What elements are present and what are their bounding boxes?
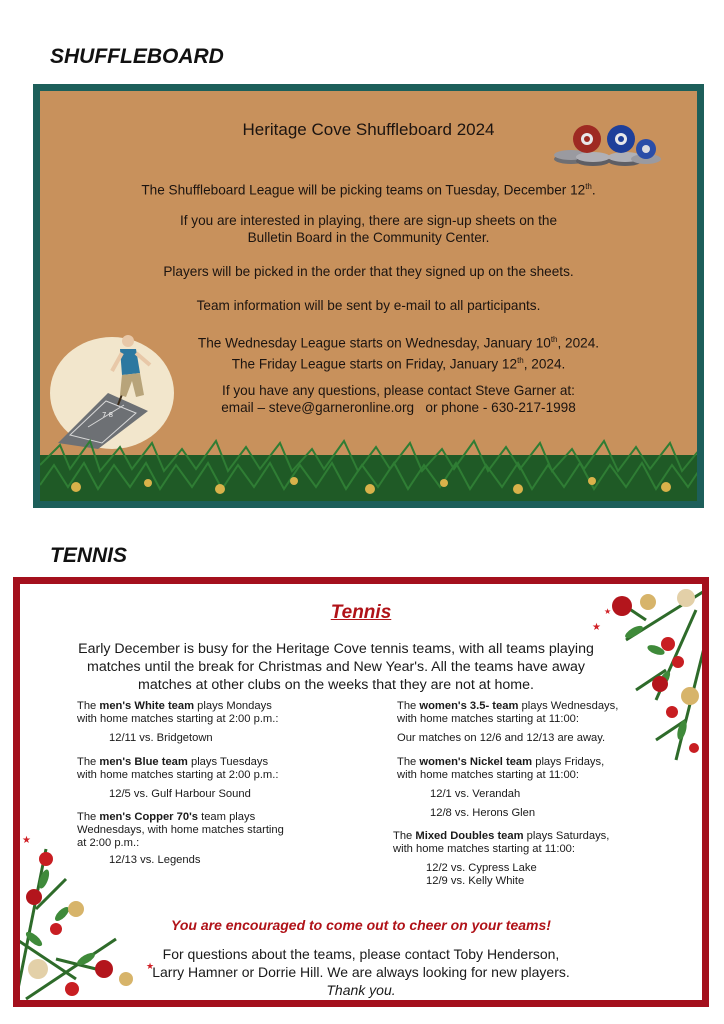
tennis-title: Tennis: [330, 602, 392, 623]
tennis-contact-text: For questions about the teams, please contact Toby Henderson, Larry Hamner or Dorrie Hill. We are always looking for new players. Thank you.: [20, 945, 702, 999]
svg-text:★: ★: [604, 607, 612, 616]
tennis-section-heading: TENNIS: [50, 544, 128, 567]
mens-blue-team-block: The men's Blue team plays Tuesdays with home matches starting at 2:00 p.m.: 12/5 vs. Gulf Harbour Sound: [77, 756, 279, 800]
shuffleboard-flyer: [33, 84, 704, 508]
shuffleboard-picking-text: The Shuffleboard League will be picking teams on Tuesday, December 12th.: [141, 182, 596, 198]
shuffleboard-order-text: Players will be picked in the order that they signed up on the sheets.: [163, 264, 574, 279]
pine-garland-decoration: [40, 435, 704, 503]
match-line: 12/9 vs. Kelly White: [426, 875, 525, 887]
svg-text:★: ★: [22, 835, 31, 846]
tennis-cheer-message: You are encouraged to come out to cheer on your teams!: [171, 917, 551, 933]
thank-you-text: Thank you.: [326, 982, 396, 998]
tennis-intro: Early December is busy for the Heritage Cove tennis teams, with all teams playing matches until the break for Christmas and New Year's. All the teams have away matches at other clubs on the weeks that they are not at home.: [78, 641, 594, 693]
holly-ornament-decoration-top-right: [586, 580, 706, 770]
tennis-flyer: [13, 577, 709, 1007]
svg-text:★: ★: [146, 962, 155, 972]
svg-text:7 8: 7 8: [102, 411, 114, 419]
away-note: Our matches on 12/6 and 12/13 are away.: [397, 732, 606, 744]
match-line: 12/2 vs. Cypress Lake: [426, 862, 537, 874]
shuffleboard-league-dates: The Wednesday League starts on Wednesday, January 10th, 2024. The Friday League starts on Friday, January 12th, 2024.: [197, 335, 600, 372]
shuffleboard-contact-text: If you have any questions, please contact Steve Garner at: email – steve@garneronline.org or phone - 630-217-1998: [221, 383, 576, 415]
shuffleboard-player-image: [50, 331, 174, 449]
shuffleboard-pucks-image: [551, 121, 663, 169]
holly-ornament-decoration-bottom-left: [16, 819, 166, 1004]
svg-text:★: ★: [592, 622, 601, 633]
mens-copper-team-block: The men's Copper 70's team plays Wednesdays, with home matches starting at 2:00 p.m.: 12/13 vs. Legends: [77, 811, 284, 866]
match-line: 12/11 vs. Bridgetown: [109, 732, 213, 744]
shuffleboard-signup-text: If you are interested in playing, there are sign-up sheets on the Bulletin Board in the Community Center.: [179, 213, 558, 245]
match-line: 12/8 vs. Herons Glen: [430, 807, 536, 819]
shuffleboard-title: Heritage Cove Shuffleboard 2024: [242, 120, 495, 139]
mens-white-team-block: The men's White team plays Mondays with home matches starting at 2:00 p.m.: 12/11 vs. Bridgetown: [77, 700, 279, 744]
shuffleboard-section-heading: SHUFFLEBOARD: [50, 45, 224, 68]
womens-nickel-team-block: The women's Nickel team plays Fridays, with home matches starting at 11:00: 12/1 vs. Verandah 12/8 vs. Herons Glen: [397, 756, 605, 819]
match-line: 12/1 vs. Verandah: [430, 788, 521, 800]
shuffleboard-team-info-text: Team information will be sent by e-mail to all participants.: [196, 298, 541, 313]
match-line: 12/13 vs. Legends: [109, 854, 201, 866]
match-line: 12/5 vs. Gulf Harbour Sound: [109, 788, 251, 800]
womens-35-team-block: The women's 3.5- team plays Wednesdays, with home matches starting at 11:00: Our matches on 12/6 and 12/13 are away.: [397, 700, 619, 744]
mixed-doubles-team-block: The Mixed Doubles team plays Saturdays, with home matches starting at 11:00: 12/2 vs. Cypress Lake 12/9 vs. Kelly White: [393, 830, 610, 887]
